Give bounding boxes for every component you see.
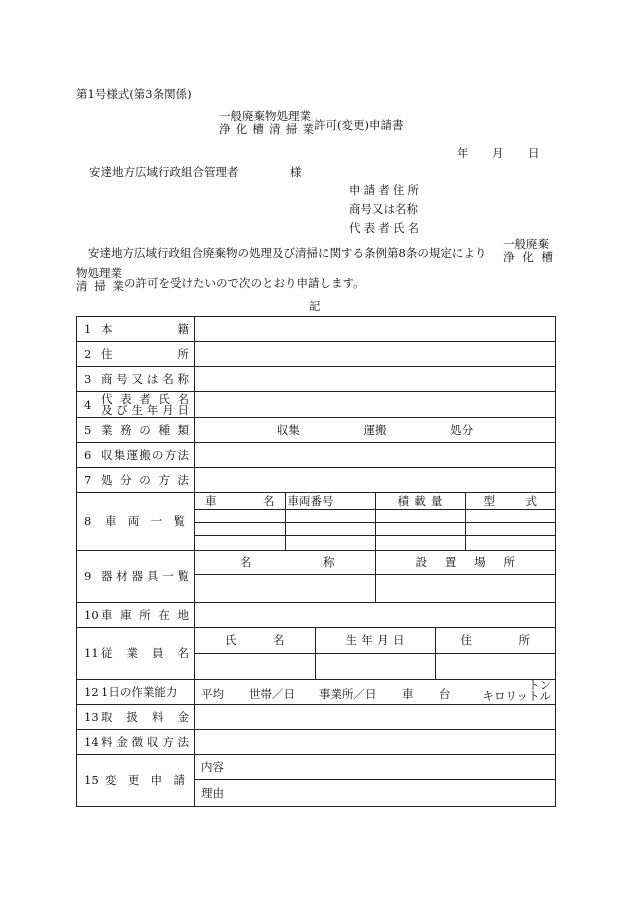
employee-header-address: 住 所 xyxy=(460,633,530,648)
vehicle-header: 型 式 xyxy=(483,494,537,508)
row-no: 9 xyxy=(84,569,92,583)
change-content-label: 内容 xyxy=(201,759,224,774)
vehicle-header: 積 載 量 xyxy=(397,494,443,508)
row-disposal-method xyxy=(77,468,556,493)
ki-label: 記 xyxy=(309,299,321,313)
capacity-value xyxy=(195,679,556,704)
row-collection-method xyxy=(77,443,556,468)
row-label: 処 分 の 方 法 xyxy=(101,473,189,487)
capacity-kilo: キロリットル xyxy=(482,688,551,703)
change-reason-label: 理由 xyxy=(201,785,224,800)
row-label: 収 集 運 搬 の 方 法 xyxy=(101,448,189,462)
row-fee-collection xyxy=(77,729,556,754)
row-no: 13 xyxy=(84,709,99,724)
address-value[interactable] xyxy=(195,342,556,367)
intro-type1b: 浄 化 槽 xyxy=(503,250,553,264)
intro-type2b: 清 掃 業 xyxy=(76,279,124,293)
row-fees xyxy=(77,704,556,729)
change-reason[interactable] xyxy=(195,780,555,806)
row-label: 住 所 xyxy=(101,347,189,361)
row-label: 車 両 一 覧 xyxy=(105,514,185,529)
row-no: 6 xyxy=(84,448,92,462)
employee-header-dob: 生 年 月 日 xyxy=(345,633,405,648)
row-label: 変 更 申 請 xyxy=(105,773,185,787)
title-type-stack xyxy=(219,110,314,136)
row-address xyxy=(77,342,556,367)
row-label-a: 代 表 者 氏 名 xyxy=(101,391,189,406)
equipment-table xyxy=(195,551,555,602)
vehicle-cell[interactable] xyxy=(285,536,375,550)
disposal-method-value[interactable] xyxy=(195,468,556,493)
row-no: 2 xyxy=(84,347,92,361)
equipment-header-location: 設 置 場 所 xyxy=(415,555,515,570)
capacity-sha: 車 xyxy=(402,686,414,701)
row-garage xyxy=(77,602,556,627)
employee-cell[interactable] xyxy=(315,654,435,679)
vehicle-cell[interactable] xyxy=(285,510,375,523)
business-type-value xyxy=(195,418,556,443)
vehicle-cell[interactable] xyxy=(195,536,285,550)
intro-type2a: 物処理業 xyxy=(76,266,122,280)
applicant-address-label: 申 請 者 住 所 xyxy=(349,183,419,197)
capacity-unit-stack xyxy=(482,677,551,703)
row-no: 5 xyxy=(84,423,92,437)
row-label: 器 材 器 具 一 覧 xyxy=(101,569,189,583)
title-type-line2: 浄 化 槽 清 掃 業 xyxy=(219,122,314,136)
capacity-jigyousho: 事業所／日 xyxy=(319,686,377,701)
application-table xyxy=(76,316,556,807)
row-label: 取 扱 料 金 xyxy=(101,709,189,724)
row-no: 12 xyxy=(84,684,99,699)
employee-cell[interactable] xyxy=(435,654,555,679)
date-month: 月 xyxy=(492,146,504,160)
date-year: 年 xyxy=(457,146,469,160)
row-label: 従 業 員 名 xyxy=(101,646,189,660)
row-no: 7 xyxy=(84,473,92,487)
form-number: 第1号様式(第3条関係) xyxy=(76,87,192,101)
row-label: 商 号 又 は 名 称 xyxy=(101,372,189,386)
vehicle-cell[interactable] xyxy=(375,536,465,550)
row-capacity xyxy=(77,679,556,704)
vehicle-cell[interactable] xyxy=(375,523,465,536)
employee-header-name: 氏 名 xyxy=(225,633,285,648)
row-label: 料 金 徴 収 方 法 xyxy=(101,734,189,749)
intro-line1: 安達地方広域行政組合廃棄物の処理及び清掃に関する条例第8条の規定により xyxy=(88,246,487,260)
title-suffix: 許可(変更)申請書 xyxy=(314,118,404,132)
vehicle-cell[interactable] xyxy=(465,510,555,523)
capacity-setai: 世帯／日 xyxy=(249,686,295,701)
vehicle-cell[interactable] xyxy=(465,523,555,536)
row-no: 8 xyxy=(84,514,92,529)
vehicle-cell[interactable] xyxy=(465,536,555,550)
fees-value[interactable] xyxy=(195,704,556,729)
row-no: 15 xyxy=(84,773,99,787)
equipment-cell[interactable] xyxy=(375,575,555,602)
vehicle-cell[interactable] xyxy=(375,510,465,523)
fee-collection-value[interactable] xyxy=(195,729,556,754)
row-change-request xyxy=(77,754,556,806)
intro-type1a: 一般廃棄 xyxy=(503,237,549,251)
collection-method-value[interactable] xyxy=(195,443,556,468)
honseki-value[interactable] xyxy=(195,317,556,342)
vehicle-header: 車両番号 xyxy=(287,494,334,508)
option-shobun[interactable]: 処分 xyxy=(450,423,474,437)
row-honseki xyxy=(77,317,556,342)
vehicle-table xyxy=(195,493,555,550)
row-employees xyxy=(77,627,556,679)
row-label: 車 庫 所 在 地 xyxy=(101,607,189,622)
row-no: 14 xyxy=(84,734,99,749)
trade-name-value[interactable] xyxy=(195,367,556,392)
option-unpan[interactable]: 運搬 xyxy=(363,423,387,437)
row-trade-name xyxy=(77,367,556,392)
intro-line2: の許可を受けたいので次のとおり申請します。 xyxy=(124,276,365,290)
date-day: 日 xyxy=(528,146,540,160)
title-type-line1: 一般廃棄物処理業 xyxy=(219,109,311,123)
row-no: 4 xyxy=(84,397,92,412)
row-label-b: 及 び 生 年 月 日 xyxy=(101,402,189,417)
row-no: 10 xyxy=(84,607,99,622)
change-content[interactable] xyxy=(195,755,555,780)
capacity-dai: 台 xyxy=(439,686,451,701)
equipment-cell[interactable] xyxy=(195,575,375,602)
equipment-header-name: 名 称 xyxy=(240,555,335,570)
applicant-name-label: 商号又は名称 xyxy=(349,202,418,216)
row-label: 1日の作業能力 xyxy=(101,684,178,699)
vehicle-cell[interactable] xyxy=(195,510,285,523)
vehicle-cell[interactable] xyxy=(285,523,375,536)
addressee-name: 安達地方広域行政組合管理者 xyxy=(89,165,239,179)
addressee-honorific: 様 xyxy=(290,165,302,179)
row-no: 11 xyxy=(84,646,99,660)
change-table xyxy=(195,755,555,806)
representative-value[interactable] xyxy=(195,392,556,418)
garage-value[interactable] xyxy=(195,602,556,627)
vehicle-header: 車 名 xyxy=(205,494,275,508)
capacity-heikin: 平均 xyxy=(201,686,224,701)
row-representative xyxy=(77,392,556,418)
row-vehicles xyxy=(77,493,556,551)
intro-type-stack1 xyxy=(503,238,553,264)
employee-table xyxy=(195,628,555,679)
row-business-type xyxy=(77,418,556,443)
capacity-ton: トン xyxy=(528,677,551,692)
row-label: 本 籍 xyxy=(101,322,189,336)
row-no: 3 xyxy=(84,372,92,386)
intro-type-stack2 xyxy=(76,267,124,293)
vehicle-cell[interactable] xyxy=(195,523,285,536)
employee-cell[interactable] xyxy=(195,654,315,679)
row-label: 業 務 の 種 類 xyxy=(101,423,189,437)
row-no: 1 xyxy=(84,322,92,336)
applicant-rep-label: 代 表 者 氏 名 xyxy=(349,221,419,235)
row-equipment xyxy=(77,550,556,602)
option-shushu[interactable]: 収集 xyxy=(276,423,300,437)
